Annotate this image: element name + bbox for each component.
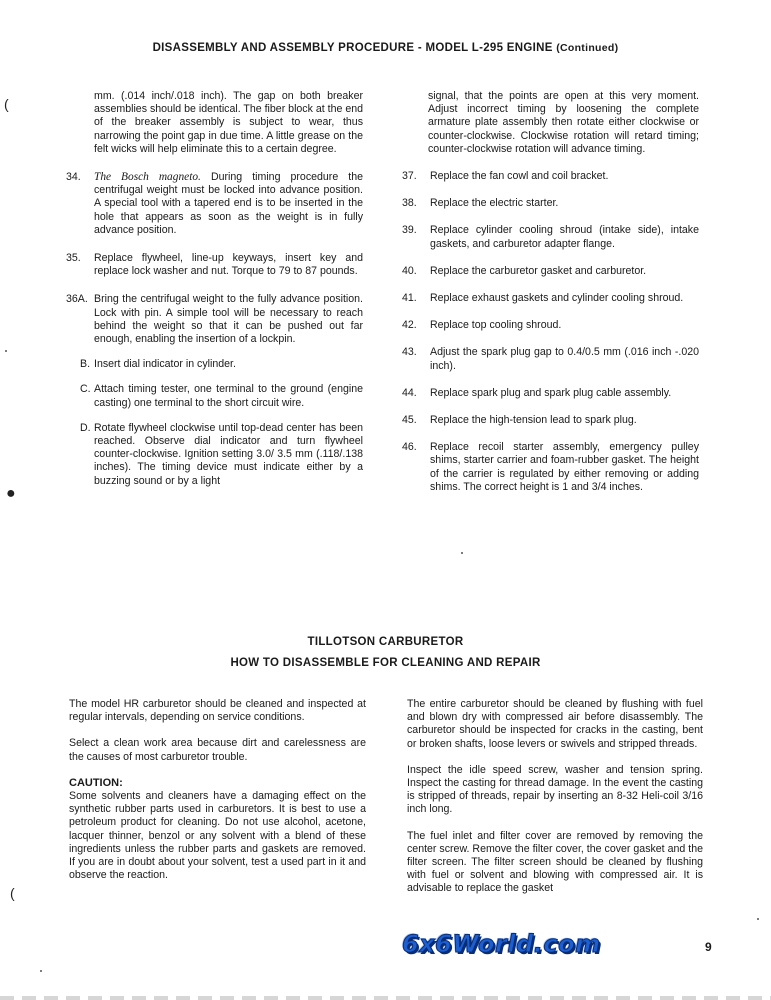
step-text: Rotate flywheel clockwise until top-dead center has been reached. Observe dial indicator and turn flywheel counter-clockwise. Ignition setting 3.0/ 3.5 mm (.118/.138 inches). The timing device must indicate either by a buzzing sound or by a light [94,421,363,487]
step-number: 46. [402,441,417,454]
step-43 [402,346,699,372]
step-44 [402,387,699,400]
section-subtitle: HOW TO DISASSEMBLE FOR CLEANING AND REPAIR [230,657,541,669]
step-number: 44. [402,386,417,399]
page-number: 9 [705,940,712,954]
intro-paragraph: mm. (.014 inch/.018 inch). The gap on both breaker assemblies should be identical. The fiber block at the end of the breaker assembly is subject to wear, thus narrowing the point gap in due time. A little grease on the felt wicks will help eliminate this to a certain degree. [94,90,363,155]
step-text: Replace cylinder cooling shroud (intake side), intake gaskets, and carburetor adapter flange. [430,224,699,250]
step-text: Replace the carburetor gasket and carburetor. [430,264,647,277]
step-number: 42. [402,319,417,332]
carb-right-column [407,698,703,896]
step-text: Replace exhaust gaskets and cylinder cooling shroud. [430,292,684,305]
step-41 [402,292,699,305]
step-number: 41. [402,292,417,305]
step-number: 43. [402,346,417,359]
step-text: Replace spark plug and spark plug cable assembly. [430,386,672,399]
step-text: Replace top cooling shroud. [430,319,562,332]
step-39 [402,224,699,250]
step-number: 45. [402,414,417,427]
scan-mark: ● [6,485,16,502]
step-number: B. [80,358,91,371]
caution-label: CAUTION: [69,776,123,789]
step-42 [402,319,699,332]
step-36a [66,293,363,346]
site-logo: 6x6World.com [402,930,601,958]
scan-speck [40,970,42,972]
step-heading: The Bosch magneto. [94,171,201,184]
step-45 [402,414,699,427]
step-35 [66,252,363,278]
step-37 [402,170,699,183]
step-34 [66,171,363,237]
step-number: C. [80,383,91,396]
step-text: Replace recoil starter assembly, emergency pulley shims, starter carrier and foam-rubber gasket. The height of the carrier is regulated by either removing or adding shims. The correct height is 1 and 3/4 inches. [430,441,699,493]
scan-mark: ( [10,885,15,901]
continued-paragraph: signal, that the points are open at this very moment. Adjust incorrect timing by loosening the complete armature plate assembly then rotate either clockwise or counter-clockwise. Clockwise rotation will retard timing; counter-clockwise rotation will advance timing. [428,90,699,155]
step-number: D. [80,421,91,434]
step-text: Bring the centrifugal weight to the fully advance position. Lock with pin. A simple tool will be necessary to reach behind the weight so that it can be pushed out far enough, enabling the insertion of a lockpin. [94,293,363,346]
step-36c [66,383,363,409]
continued-label: (Continued) [556,42,619,54]
page-title: DISASSEMBLY AND ASSEMBLY PROCEDURE - MODEL L-295 ENGINE [152,42,553,54]
step-text: Replace the electric starter. [430,197,559,210]
scan-mark: ( [4,96,9,112]
step-36d [66,422,363,488]
step-text: Adjust the spark plug gap to 0.4/0.5 mm (.016 inch -.020 inch). [430,346,699,372]
carb-paragraph: Select a clean work area because dirt and carelessness are the causes of most carburetor trouble. [69,737,366,763]
carb-left-column [69,698,366,882]
page-header [0,42,771,54]
step-text: Replace the high-tension lead to spark plug. [430,414,637,427]
step-number: 38. [402,197,417,210]
step-40 [402,265,699,278]
step-text: Attach timing tester, one terminal to the ground (engine casting) one terminal to the short circuit wire. [94,383,363,409]
carb-paragraph: Inspect the idle speed screw, washer and tension spring. Inspect the casting for thread damage. In the event the casting is stripped of threads, repair by inserting an 8-32 Heli-coil 3/16 inch long. [407,763,703,816]
step-text: Replace the fan cowl and coil bracket. [430,170,609,183]
step-number: 35. [66,252,81,265]
carb-paragraph: The entire carburetor should be cleaned by flushing with fuel and blown dry with compressed air before disassembly. The carburetor should be inspected for cracks in the casting, bent or broken shafts, loose levers or swivels and stripped threads. [407,698,703,750]
left-column [66,90,363,488]
step-text: Insert dial indicator in cylinder. [94,358,236,371]
step-number: 37. [402,170,417,183]
step-text: During timing procedure the centrifugal weight must be locked into advance position. A special tool with a tapered end is to be inserted in the hole that appears as soon as the weight is in fully advance position. [94,171,363,236]
scan-edge [0,996,771,1000]
carb-paragraph: The model HR carburetor should be cleaned and inspected at regular intervals, depending on service conditions. [69,698,366,724]
section-title: TILLOTSON CARBURETOR [307,636,464,648]
step-text: Replace flywheel, line-up keyways, insert key and replace lock washer and nut. Torque to 79 to 87 pounds. [94,252,363,278]
step-number: 36A. [66,293,88,306]
step-36b [66,358,363,371]
step-number: 34. [66,171,81,184]
scan-speck [461,552,463,554]
scan-speck [757,918,759,920]
step-number: 40. [402,264,417,277]
right-column [402,90,699,494]
carb-paragraph: The fuel inlet and filter cover are removed by removing the center screw. Remove the filter cover, the cover gasket and the filter screen. The filter screen should be cleaned by flushing with fuel or solvent and blowing with compressed air. It is advisable to replace the gasket [407,829,703,895]
carb-paragraph: Some solvents and cleaners have a damaging effect on the synthetic rubber parts used in carburetors. It is best to use a petroleum product for cleaning. Do not use alcohol, acetone, lacquer thinner, benzol or any solvent with a blend of these ingredients unless the rubber parts and gaskets are removed. If you are in doubt about your solvent, test a used part in it and observe the reaction. [69,790,366,882]
step-number: 39. [402,224,417,237]
scan-speck [5,350,7,352]
step-38 [402,197,699,210]
step-46 [402,441,699,494]
